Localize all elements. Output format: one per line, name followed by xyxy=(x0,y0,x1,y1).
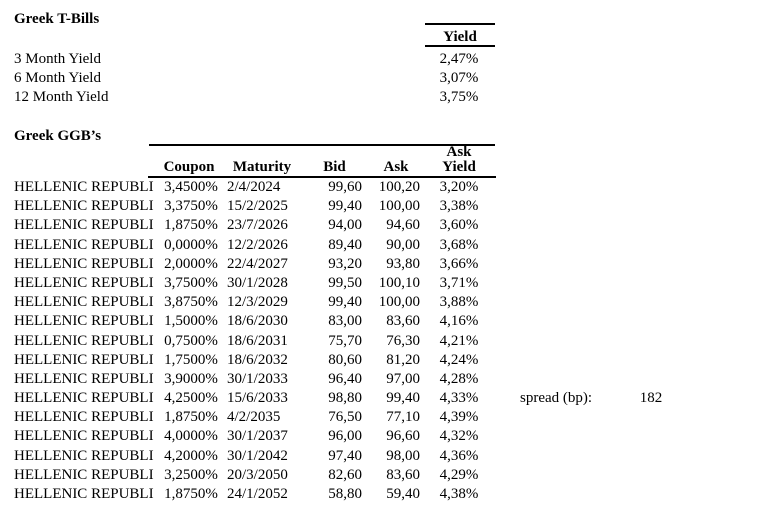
bid-cell: 83,00 xyxy=(328,313,362,330)
coupon-cell: 3,3750% xyxy=(164,198,218,215)
table-row xyxy=(14,466,494,485)
maturity-cell: 18/6/2032 xyxy=(227,351,288,368)
bond-name-cell: HELLENIC REPUBLI xyxy=(14,409,154,426)
tbills-rows xyxy=(14,50,514,108)
maturity-cell: 30/1/2037 xyxy=(227,428,288,445)
ask-yield-cell: 3,68% xyxy=(439,236,479,253)
coupon-cell: 1,7500% xyxy=(164,351,218,368)
bid-cell: 97,40 xyxy=(328,447,362,464)
table-row xyxy=(14,274,494,293)
column-header-ask: Ask xyxy=(383,159,409,175)
bid-cell: 58,80 xyxy=(328,486,362,502)
bond-name-cell: HELLENIC REPUBLI xyxy=(14,198,154,215)
bond-name-cell: HELLENIC REPUBLI xyxy=(14,486,154,502)
tbills-yield-column-header: Yield xyxy=(425,23,495,47)
maturity-cell: 15/2/2025 xyxy=(227,198,288,215)
table-row xyxy=(14,332,494,351)
ask-cell: 83,60 xyxy=(386,466,420,483)
maturity-cell: 30/1/2042 xyxy=(227,447,288,464)
ask-yield-cell: 3,38% xyxy=(439,198,479,215)
maturity-cell: 2/4/2024 xyxy=(227,179,281,195)
column-header-maturity: Maturity xyxy=(232,159,292,175)
table-row xyxy=(14,216,494,235)
maturity-cell: 30/1/2028 xyxy=(227,274,288,291)
tbill-label: 3 Month Yield xyxy=(14,51,101,67)
maturity-cell: 22/4/2027 xyxy=(227,255,288,272)
bid-cell: 99,50 xyxy=(328,274,362,291)
bond-name-cell: HELLENIC REPUBLI xyxy=(14,447,154,464)
bid-cell: 99,40 xyxy=(328,294,362,311)
coupon-cell: 4,2500% xyxy=(164,390,218,407)
ask-cell: 77,10 xyxy=(386,409,420,426)
tbill-yield-value: 2,47% xyxy=(439,51,479,67)
ggb-table-body xyxy=(14,178,494,504)
ask-yield-cell: 3,88% xyxy=(439,294,479,311)
coupon-cell: 0,0000% xyxy=(164,236,218,253)
table-row xyxy=(14,389,494,408)
bond-name-cell: HELLENIC REPUBLI xyxy=(14,217,154,234)
ask-yield-cell: 3,66% xyxy=(439,255,479,272)
ask-cell: 83,60 xyxy=(386,313,420,330)
spread-label: spread (bp): xyxy=(520,390,593,406)
ask-cell: 94,60 xyxy=(386,217,420,234)
maturity-cell: 30/1/2033 xyxy=(227,370,288,387)
bid-cell: 93,20 xyxy=(328,255,362,272)
ask-yield-cell: 4,24% xyxy=(439,351,479,368)
ask-cell: 90,00 xyxy=(386,236,420,253)
coupon-cell: 4,0000% xyxy=(164,428,218,445)
ask-yield-cell: 4,36% xyxy=(439,447,479,464)
table-row xyxy=(14,427,494,446)
coupon-cell: 3,7500% xyxy=(164,274,218,291)
coupon-cell: 1,8750% xyxy=(164,217,218,234)
bid-cell: 98,80 xyxy=(328,390,362,407)
coupon-cell: 3,2500% xyxy=(164,466,218,483)
bid-cell: 96,40 xyxy=(328,370,362,387)
coupon-cell: 4,2000% xyxy=(164,447,218,464)
ask-cell: 96,60 xyxy=(386,428,420,445)
ask-yield-cell: 4,39% xyxy=(439,409,479,426)
ask-cell: 100,00 xyxy=(378,294,420,311)
ask-yield-cell: 4,32% xyxy=(439,428,479,445)
ggbs-section-title: Greek GGB’s xyxy=(14,128,102,144)
table-row xyxy=(14,255,494,274)
tbill-yield-value: 3,07% xyxy=(439,70,479,87)
maturity-cell: 4/2/2035 xyxy=(227,409,281,426)
bond-name-cell: HELLENIC REPUBLI xyxy=(14,428,154,445)
bid-cell: 89,40 xyxy=(328,236,362,253)
bid-cell: 99,60 xyxy=(328,179,362,195)
bid-cell: 76,50 xyxy=(328,409,362,426)
maturity-cell: 23/7/2026 xyxy=(227,217,288,234)
bond-name-cell: HELLENIC REPUBLI xyxy=(14,294,154,311)
ask-cell: 59,40 xyxy=(386,486,420,502)
bond-name-cell: HELLENIC REPUBLI xyxy=(14,179,154,195)
maturity-cell: 12/2/2026 xyxy=(227,236,288,253)
column-header-ask-yield-line1: Ask xyxy=(446,144,472,160)
ask-yield-cell: 3,20% xyxy=(439,179,479,195)
ask-cell: 93,80 xyxy=(386,255,420,272)
bond-name-cell: HELLENIC REPUBLI xyxy=(14,332,154,349)
ask-yield-cell: 4,38% xyxy=(439,486,479,502)
bond-name-cell: HELLENIC REPUBLI xyxy=(14,351,154,368)
ask-cell: 98,00 xyxy=(386,447,420,464)
tbill-yield-value: 3,75% xyxy=(439,89,479,106)
ask-cell: 97,00 xyxy=(386,370,420,387)
column-header-bid: Bid xyxy=(323,159,346,175)
tbill-label: 12 Month Yield xyxy=(14,89,109,106)
ask-yield-cell: 3,60% xyxy=(439,217,479,234)
coupon-cell: 1,8750% xyxy=(164,409,218,426)
bond-name-cell: HELLENIC REPUBLI xyxy=(14,236,154,253)
ask-yield-cell: 4,16% xyxy=(439,313,479,330)
bid-cell: 80,60 xyxy=(328,351,362,368)
bond-name-cell: HELLENIC REPUBLI xyxy=(14,390,154,407)
bond-name-cell: HELLENIC REPUBLI xyxy=(14,274,154,291)
bond-name-cell: HELLENIC REPUBLI xyxy=(14,370,154,387)
ask-yield-cell: 4,21% xyxy=(439,332,479,349)
ask-cell: 81,20 xyxy=(386,351,420,368)
bond-name-cell: HELLENIC REPUBLI xyxy=(14,466,154,483)
ask-yield-cell: 3,71% xyxy=(439,274,479,291)
coupon-cell: 3,4500% xyxy=(164,179,218,195)
maturity-cell: 20/3/2050 xyxy=(227,466,288,483)
ask-cell: 100,20 xyxy=(378,179,420,195)
bid-cell: 75,70 xyxy=(328,332,362,349)
table-row xyxy=(14,293,494,312)
ask-cell: 76,30 xyxy=(386,332,420,349)
ask-cell: 100,10 xyxy=(378,274,420,291)
bid-cell: 99,40 xyxy=(328,198,362,215)
coupon-cell: 1,5000% xyxy=(164,313,218,330)
bond-name-cell: HELLENIC REPUBLI xyxy=(14,313,154,330)
table-row xyxy=(14,312,494,331)
table-row xyxy=(14,447,494,466)
spread-value: 182 xyxy=(639,390,663,406)
coupon-cell: 3,9000% xyxy=(164,370,218,387)
ask-cell: 99,40 xyxy=(386,390,420,407)
ask-yield-cell: 4,33% xyxy=(439,390,479,407)
table-row xyxy=(14,197,494,216)
maturity-cell: 24/1/2052 xyxy=(227,486,288,502)
column-header-coupon: Coupon xyxy=(163,159,215,175)
table-row xyxy=(14,351,494,370)
bid-cell: 94,00 xyxy=(328,217,362,234)
table-row xyxy=(14,236,494,255)
maturity-cell: 18/6/2031 xyxy=(227,332,288,349)
table-row xyxy=(14,370,494,389)
column-header-ask-yield-line2: Yield xyxy=(442,159,476,175)
coupon-cell: 3,8750% xyxy=(164,294,218,311)
tbill-row xyxy=(14,88,514,107)
coupon-cell: 0,7500% xyxy=(164,332,218,349)
bond-name-cell: HELLENIC REPUBLI xyxy=(14,255,154,272)
tbill-row xyxy=(14,69,514,88)
table-row xyxy=(14,178,494,197)
maturity-cell: 12/3/2029 xyxy=(227,294,288,311)
ask-yield-cell: 4,29% xyxy=(439,466,479,483)
bid-cell: 82,60 xyxy=(328,466,362,483)
table-row xyxy=(14,485,494,504)
tbill-row xyxy=(14,50,514,69)
bid-cell: 96,00 xyxy=(328,428,362,445)
maturity-cell: 15/6/2033 xyxy=(227,390,288,407)
ask-cell: 100,00 xyxy=(378,198,420,215)
maturity-cell: 18/6/2030 xyxy=(227,313,288,330)
coupon-cell: 1,8750% xyxy=(164,486,218,502)
tbill-label: 6 Month Yield xyxy=(14,70,101,87)
table-row xyxy=(14,408,494,427)
tbills-section-title: Greek T-Bills xyxy=(14,11,100,27)
ask-yield-cell: 4,28% xyxy=(439,370,479,387)
coupon-cell: 2,0000% xyxy=(164,255,218,272)
